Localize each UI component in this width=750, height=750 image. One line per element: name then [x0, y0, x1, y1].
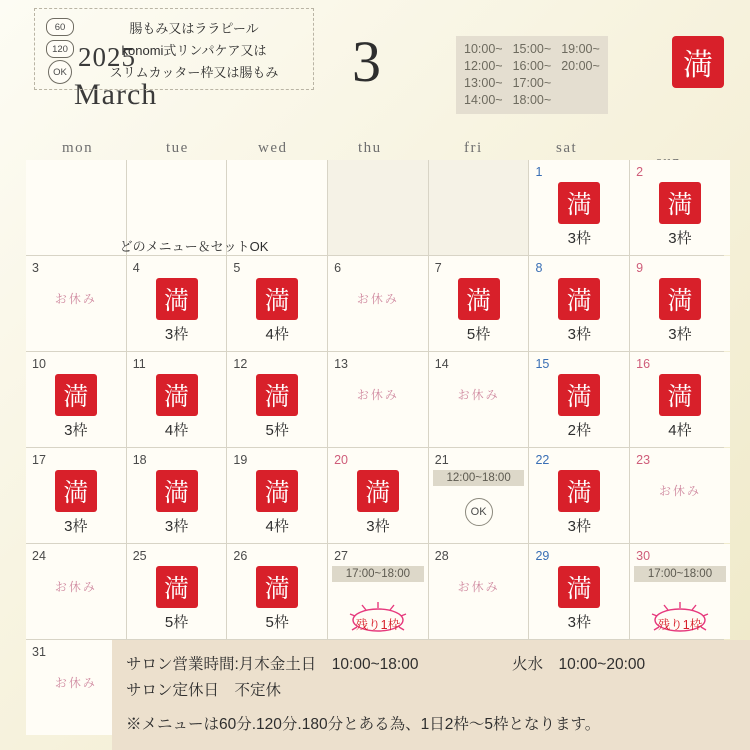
duration-pill-ok: OK [48, 60, 72, 84]
status-badge-full: 満 [458, 278, 500, 320]
slot-count-label: 3枠 [64, 518, 88, 535]
time-slot: 19:00~ [561, 42, 600, 56]
calendar-day-cell[interactable] [630, 256, 730, 351]
day-number: 12 [233, 357, 248, 371]
status-badge-full: 満 [256, 566, 298, 608]
menu-note-line-1: 腸もみ又はララピール [129, 21, 259, 36]
menu-note-line-3: スリムカッター枠又は腸もみ [109, 65, 279, 80]
day-number: 24 [32, 549, 46, 563]
day-number: 1 [535, 165, 543, 179]
status-badge-full: 満 [156, 470, 198, 512]
day-number: 17 [32, 453, 46, 467]
menu-note-line-2: konomi式リンパケア又は [121, 43, 267, 58]
slot-count-label: 3枠 [668, 326, 692, 343]
time-slot: 16:00~ [512, 59, 552, 73]
weekday-label-mon: mon [62, 140, 94, 156]
calendar-day-cell[interactable] [429, 544, 529, 639]
calendar-day-cell[interactable] [630, 448, 730, 543]
footer-hours-line-alt: 火水 10:00~20:00 [512, 656, 646, 673]
calendar-day-cell[interactable] [429, 352, 529, 447]
calendar-day-cell[interactable] [529, 352, 629, 447]
day-number: 10 [32, 357, 46, 371]
time-slot: 15:00~ [512, 42, 552, 56]
slot-count-label: 2枠 [567, 422, 591, 439]
status-badge-full: 満 [672, 36, 724, 88]
day-number: 22 [535, 453, 550, 467]
calendar-day-cell[interactable] [26, 640, 126, 735]
day-number: 6 [334, 261, 342, 275]
slot-count-label: 4枠 [265, 326, 289, 343]
available-time-range: 17:00~18:00 [634, 566, 726, 582]
day-number: 4 [132, 261, 140, 275]
slot-count-label: 4枠 [668, 422, 692, 439]
time-slot: 12:00~ [464, 59, 503, 73]
day-number: 7 [434, 261, 442, 275]
day-number: 19 [233, 453, 248, 467]
slot-count-label: 3枠 [164, 326, 189, 343]
day-number: 15 [535, 357, 550, 371]
status-badge-full: 満 [659, 182, 701, 224]
available-time-range: 12:00~18:00 [433, 470, 525, 486]
calendar-day-cell[interactable] [127, 448, 227, 543]
status-badge-full: 満 [256, 374, 298, 416]
slot-count-label: 3枠 [64, 422, 88, 439]
duration-pill-120: 120 [46, 40, 74, 58]
day-number: 31 [32, 645, 46, 659]
closed-label: お休み [457, 580, 500, 594]
status-badge-full: 満 [558, 470, 600, 512]
remaining-slot-burst [328, 597, 428, 639]
calendar-day-cell[interactable] [328, 352, 428, 447]
duration-pill-60: 60 [46, 18, 74, 36]
slot-count-label: 5枠 [466, 326, 491, 343]
menu-note-content [34, 8, 312, 88]
calendar-day-cell[interactable] [630, 160, 730, 255]
footer-hours-line: サロン営業時間:月木金土日 10:00~18:00 [126, 656, 419, 673]
calendar-day-cell[interactable] [630, 352, 730, 447]
month-name-label: March [74, 78, 158, 111]
status-badge-full: 満 [156, 566, 198, 608]
day-number: 30 [636, 549, 651, 563]
slot-count-label: 3枠 [164, 518, 189, 535]
calendar-day-cell[interactable] [227, 544, 327, 639]
slot-count-label: 3枠 [567, 614, 591, 631]
slot-count-label: 3枠 [567, 518, 591, 535]
day-number: 13 [334, 357, 348, 371]
day-number: 21 [434, 453, 449, 467]
day-number: 27 [334, 549, 348, 563]
calendar-day-cell[interactable] [26, 352, 126, 447]
weekday-label-fri: fri [464, 140, 483, 156]
calendar-cell-empty [328, 160, 428, 255]
status-badge-full: 満 [55, 470, 97, 512]
slot-count-label: 3枠 [366, 518, 390, 535]
status-badge-full: 満 [558, 566, 600, 608]
closed-label: お休み [356, 388, 399, 402]
footer-info [112, 640, 750, 750]
remaining-slot-burst [630, 597, 730, 639]
calendar-day-cell[interactable] [127, 352, 227, 447]
calendar-day-cell[interactable] [529, 448, 629, 543]
status-badge-full: 満 [558, 374, 600, 416]
day-number: 25 [132, 549, 147, 563]
remaining-slot-label: 残り1枠 [355, 618, 401, 632]
weekday-label-thu: thu [358, 140, 382, 156]
day-number: 8 [535, 261, 543, 275]
calendar-day-cell[interactable] [429, 256, 529, 351]
calendar-day-cell[interactable] [227, 352, 327, 447]
slot-count-label: 3枠 [567, 326, 591, 343]
calendar-day-cell[interactable] [26, 256, 126, 351]
time-slot: 17:00~ [512, 76, 552, 90]
slot-count-label: 5枠 [265, 614, 289, 631]
time-slot: 18:00~ [512, 93, 552, 107]
remaining-slot-label: 残り1枠 [657, 618, 703, 632]
status-badge-full: 満 [558, 278, 600, 320]
weekday-label-tue: tue [166, 140, 189, 156]
day-number: 14 [434, 357, 449, 371]
calendar-day-cell[interactable] [529, 256, 629, 351]
time-slot-legend [456, 36, 608, 114]
status-badge-full: 満 [55, 374, 97, 416]
time-slot: 10:00~ [464, 42, 503, 56]
day-number: 3 [32, 261, 39, 275]
available-time-range: 17:00~18:00 [332, 566, 424, 582]
status-badge-full: 満 [659, 374, 701, 416]
calendar-day-cell[interactable] [26, 448, 126, 543]
calendar-day-cell[interactable] [328, 544, 428, 639]
day-number: 20 [334, 453, 348, 467]
status-badge-full: 満 [156, 278, 198, 320]
closed-label: お休み [54, 580, 97, 594]
calendar-cell-empty [429, 160, 529, 255]
weekday-label-wed: wed [258, 140, 288, 156]
slot-count-label: 3枠 [567, 230, 591, 247]
closed-label: お休み [356, 292, 399, 306]
day-number: 28 [434, 549, 449, 563]
day-number: 9 [636, 261, 644, 275]
time-slot-column-3 [561, 42, 600, 107]
closed-label: お休み [457, 388, 500, 402]
status-badge-full: 満 [558, 182, 600, 224]
status-badge-full: 満 [256, 278, 298, 320]
status-badge-full: 満 [357, 470, 399, 512]
calendar-day-cell[interactable] [529, 160, 629, 255]
slot-count-label: 5枠 [164, 614, 189, 631]
day-number: 18 [132, 453, 147, 467]
closed-label: お休み [54, 292, 97, 306]
month-number-label: 3 [352, 29, 381, 94]
status-badge-full: 満 [659, 278, 701, 320]
time-slot: 13:00~ [464, 76, 503, 90]
time-slot-column-2 [513, 42, 552, 107]
footer-menu-note: ※メニューは60分.120分.180分とある為、1日2枠〜5枠となります。 [126, 716, 601, 733]
calendar-day-cell[interactable] [127, 544, 227, 639]
calendar-day-cell[interactable] [429, 448, 529, 543]
slot-count-label: 4枠 [265, 518, 289, 535]
day-number: 11 [132, 357, 146, 371]
day-number: 26 [233, 549, 248, 563]
status-badge-full: 満 [256, 470, 298, 512]
calendar-day-cell[interactable] [127, 256, 227, 351]
weekday-header-row [0, 140, 750, 158]
day-number: 16 [636, 357, 651, 371]
calendar-day-cell[interactable] [227, 448, 327, 543]
slot-count-label: 5枠 [265, 422, 289, 439]
year-label: 2025 [78, 42, 136, 72]
weekday-label-sat: sat [556, 140, 578, 156]
closed-label: お休み [658, 484, 701, 498]
slot-count-label: 3枠 [668, 230, 692, 247]
status-badge-full: 満 [156, 374, 198, 416]
day-number: 29 [535, 549, 550, 563]
day-number: 5 [233, 261, 241, 275]
calendar-day-cell[interactable] [26, 544, 126, 639]
ok-badge: OK [465, 498, 493, 526]
menu-note-line-4-visible: どのメニュー＆セットOK [119, 239, 269, 254]
time-slot-column-1 [464, 42, 503, 107]
slot-count-label: 4枠 [164, 422, 189, 439]
day-number: 23 [636, 453, 651, 467]
time-slot: 20:00~ [561, 59, 600, 73]
calendar-day-cell[interactable] [328, 256, 428, 351]
footer-closed-line: サロン定休日 不定休 [126, 682, 282, 699]
calendar-day-cell[interactable] [328, 448, 428, 543]
day-number: 2 [636, 165, 644, 179]
calendar-day-cell[interactable] [227, 256, 327, 351]
calendar-day-cell[interactable] [529, 544, 629, 639]
calendar-day-cell[interactable] [630, 544, 730, 639]
closed-label: お休み [54, 676, 97, 690]
time-slot: 14:00~ [464, 93, 503, 107]
